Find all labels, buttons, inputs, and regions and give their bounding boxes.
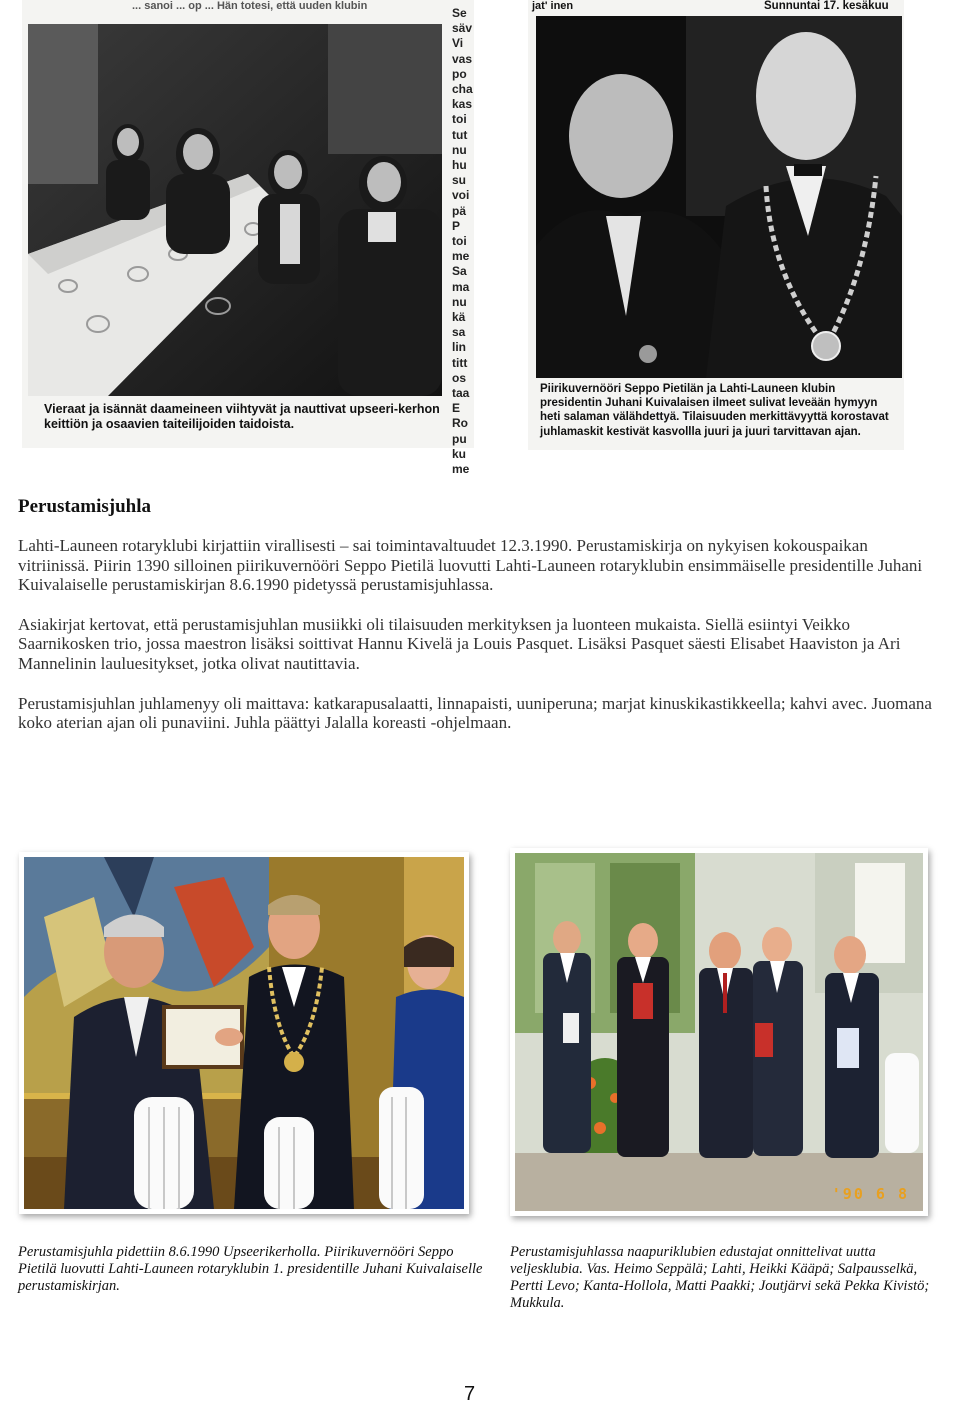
banquet-caption: Vieraat ja isännät daameineen viihtyvät ja nauttivat upseeri-kerhon keittiön ja osaavien taiteilijoiden taidoista. — [44, 402, 440, 431]
article-paragraph-music: Asiakirjat kertovat, että perustamisjuhlan musiikki oli tilaisuuden merkityksen ja luonteen mukaista. Siellä esiintyi Veikko Saarnikosken trio, jossa maestron lisäksi soittivat Hannu Kivelä ja Louis Pasquet. Lisäksi Pasquet säesti Elisabet Haaviston ja Ari Mannelinin lauluesitykset, jotka olivat nautittavia. — [18, 614, 901, 673]
clipping-header-left: jat' inen — [532, 0, 574, 12]
clipping-column-fragment: säv — [452, 21, 473, 36]
photo-neighbour-clubs-frame — [510, 848, 928, 1216]
clipping-column-fragment: os — [452, 370, 467, 385]
clipping-column-fragment: hu — [452, 158, 467, 173]
clipping-column-fragment: pu — [452, 431, 467, 446]
article-paragraph-founding: Lahti-Launeen rotaryklubi kirjattiin virallisesti – sai toimintavaltuudet 12.3.1990. Perustamiskirja on nykyisen kokouspaikan vitriinissä. Piirin 1390 silloinen piirikuvernööri Seppo Pietilä luovutti Lahti-Launeen rotaryklubin ensimmäiselle presidentille Juhani Kuivalaiselle perustamiskirjan 8.6.1990 pidetyssä perustamisjuhlassa. — [18, 536, 923, 595]
photo-charter-handover — [24, 857, 464, 1209]
clipping-column-fragment: vas — [452, 51, 473, 66]
photo-date-stamp: '90 6 8 — [831, 1185, 909, 1203]
portrait-caption: Piirikuvernööri Seppo Pietilän ja Lahti-Launeen klubin presidentin Juhani Kuivalaisen ilmeet sulivat leveään hymyyn heti salaman välähdettyä. Tilaisuuden merkittävyyttä korostavat juhlamaskit kestivät kasvollla juuri ja juuri tarvittavan ajan. — [540, 383, 889, 438]
clipping-column-fragment: pä — [452, 203, 467, 218]
clipping-text-column — [452, 6, 474, 477]
clipping-column-fragment: cha — [452, 82, 473, 97]
clipping-column-fragment: titt — [452, 355, 468, 370]
photo-neighbour-clubs — [515, 853, 923, 1211]
clipping-column-fragment: me — [452, 249, 470, 264]
newspaper-clipping-left — [22, 0, 474, 477]
clipping-column-fragment: su — [452, 173, 467, 188]
clipping-header-fragment: ... sanoi ... op ... Hän totesi, että uuden klubin — [132, 0, 368, 12]
banquet-photo — [28, 24, 442, 396]
clipping-column-fragment: P — [452, 218, 461, 233]
article-body — [18, 536, 943, 733]
clipping-column-fragment: kas — [452, 97, 473, 112]
charter-handover-image — [24, 857, 464, 1209]
clipping-column-fragment: Ro — [452, 416, 468, 431]
clipping-column-fragment: nu — [452, 294, 467, 309]
left-photo-caption: Perustamisjuhla pidettiin 8.6.1990 Upseerikerholla. Piirikuvernööri Seppo Pietilä luovutti Lahti-Launeen rotaryklubin 1. presidentille Juhani Kuivalaiselle perustamiskirjan. — [18, 1244, 483, 1294]
clipping-column-fragment: tut — [452, 127, 468, 142]
right-photo-caption: Perustamisjuhlassa naapuriklubien edustajat onnittelivat uutta veljesklubia. Vas. Heimo Seppälä; Lahti, Heikki Kääpä; Salpausselkä, Pertti Levo; Kanta-Hollola, Matti Paakki; Joutjärvi sekä Pekka Kivistö; Mukkula. — [510, 1244, 930, 1311]
article-paragraph-menu: Perustamisjuhlan juhlamenyy oli maittava: katkarapusalaatti, linnapaisti, uuniperuna; marjat kinuskikastikkeella; kahvi avec. Juomana koko aterian ajan oli punaviini. Juhla päättyi Jalalla koreasti -ohjelmaan. — [18, 693, 932, 733]
clipping-column-fragment: po — [452, 66, 467, 81]
photo-charter-handover-frame — [19, 852, 469, 1214]
clipping-column-fragment: lin — [452, 340, 466, 355]
clipping-column-fragment: kä — [452, 310, 466, 325]
newspaper-clipping-right — [528, 0, 904, 450]
clipping-column-fragment: me — [452, 462, 470, 477]
portrait-photo-image — [536, 16, 902, 378]
portrait-photo — [536, 16, 902, 378]
clipping-column-fragment: toi — [452, 234, 467, 249]
banquet-photo-image — [28, 24, 442, 396]
clipping-column-fragment: E — [452, 401, 461, 416]
clipping-column-fragment: nu — [452, 142, 467, 157]
neighbour-clubs-image — [515, 853, 923, 1211]
clipping-column-fragment: Se — [452, 6, 467, 20]
clipping-header-date: Sunnuntai 17. kesäkuu — [764, 0, 889, 12]
clipping-column-fragment: Sa — [452, 264, 467, 279]
clipping-column-fragment: sa — [452, 325, 466, 340]
clipping-column-fragment: toi — [452, 112, 467, 127]
clipping-column-fragment: ma — [452, 279, 470, 294]
clipping-column-fragment: voi — [452, 188, 470, 203]
clipping-column-fragment: ku — [452, 446, 467, 461]
clipping-column-fragment: taa — [452, 386, 470, 401]
clipping-column-fragment: Vi — [452, 36, 464, 51]
article-heading: Perustamisjuhla — [18, 496, 151, 517]
page-number: 7 — [464, 1383, 476, 1405]
